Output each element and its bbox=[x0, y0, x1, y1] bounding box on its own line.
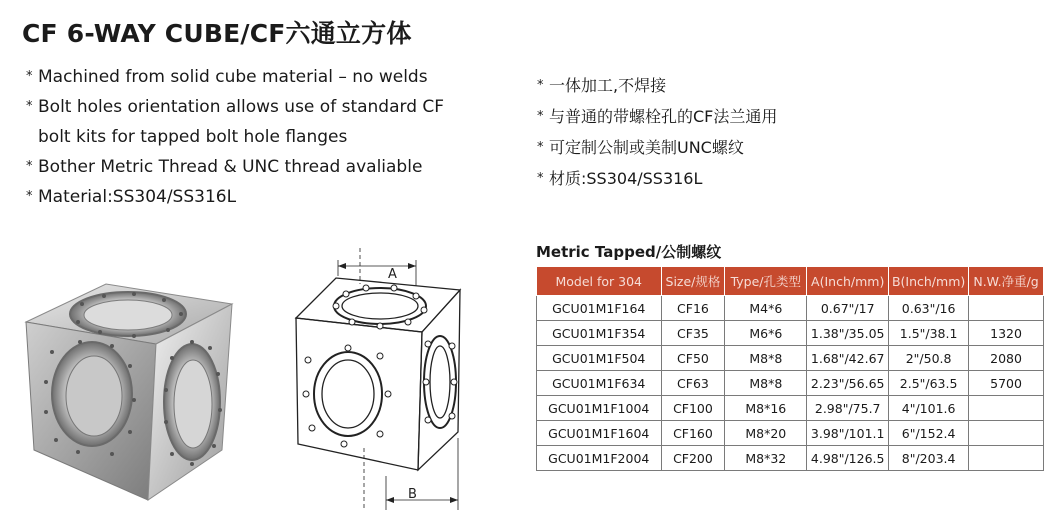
cell-b: 2"/50.8 bbox=[889, 346, 969, 371]
bullet-icon: * bbox=[537, 140, 544, 155]
cell-model: GCU01M1F2004 bbox=[537, 446, 662, 471]
table-row bbox=[537, 421, 1044, 446]
cell-weight bbox=[969, 446, 1044, 471]
bullet-icon: * bbox=[26, 189, 33, 204]
features-english bbox=[26, 62, 476, 212]
cell-model: GCU01M1F634 bbox=[537, 371, 662, 396]
bullet-icon: * bbox=[537, 78, 544, 93]
cell-model: GCU01M1F354 bbox=[537, 321, 662, 346]
header-size: Size/规格 bbox=[661, 267, 725, 296]
cell-size: CF35 bbox=[661, 321, 725, 346]
cell-weight: 5700 bbox=[969, 371, 1044, 396]
table-row bbox=[537, 346, 1044, 371]
cell-type: M4*6 bbox=[725, 296, 807, 321]
cell-model: GCU01M1F1604 bbox=[537, 421, 662, 446]
feature-cn-item bbox=[537, 132, 937, 163]
cell-weight bbox=[969, 421, 1044, 446]
header-a: A(Inch/mm) bbox=[807, 267, 889, 296]
features-chinese bbox=[537, 70, 937, 194]
cube-drawing bbox=[276, 248, 476, 510]
table-header-row bbox=[537, 267, 1044, 296]
bullet-icon: * bbox=[26, 99, 33, 114]
dimension-a-label: A bbox=[388, 267, 397, 282]
header-type: Type/孔类型 bbox=[725, 267, 807, 296]
feature-en-text-continued: bolt kits for tapped bolt hole flanges bbox=[38, 127, 348, 147]
feature-en-item bbox=[26, 182, 476, 212]
cell-b: 1.5"/38.1 bbox=[889, 321, 969, 346]
feature-cn-text: 与普通的带螺栓孔的CF法兰通用 bbox=[549, 107, 778, 126]
cell-type: M8*16 bbox=[725, 396, 807, 421]
cell-type: M8*20 bbox=[725, 421, 807, 446]
bullet-icon: * bbox=[537, 109, 544, 124]
header-b: B(Inch/mm) bbox=[889, 267, 969, 296]
header-weight: N.W.净重/g bbox=[969, 267, 1044, 296]
cell-size: CF63 bbox=[661, 371, 725, 396]
cell-size: CF16 bbox=[661, 296, 725, 321]
cell-a: 4.98"/126.5 bbox=[807, 446, 889, 471]
cell-type: M8*32 bbox=[725, 446, 807, 471]
cell-a: 2.98"/75.7 bbox=[807, 396, 889, 421]
cell-a: 0.67"/17 bbox=[807, 296, 889, 321]
cell-type: M6*6 bbox=[725, 321, 807, 346]
cell-model: GCU01M1F164 bbox=[537, 296, 662, 321]
spec-table bbox=[536, 266, 1044, 471]
cell-model: GCU01M1F1004 bbox=[537, 396, 662, 421]
cell-b: 8"/203.4 bbox=[889, 446, 969, 471]
table-row bbox=[537, 296, 1044, 321]
cell-weight: 2080 bbox=[969, 346, 1044, 371]
cell-a: 2.23"/56.65 bbox=[807, 371, 889, 396]
feature-en-text: Bolt holes orientation allows use of standard CF bbox=[38, 97, 445, 117]
cell-weight: 1320 bbox=[969, 321, 1044, 346]
feature-en-item bbox=[26, 92, 476, 152]
cell-size: CF160 bbox=[661, 421, 725, 446]
cell-type: M8*8 bbox=[725, 371, 807, 396]
cell-b: 0.63"/16 bbox=[889, 296, 969, 321]
cell-b: 4"/101.6 bbox=[889, 396, 969, 421]
table-row bbox=[537, 396, 1044, 421]
bullet-icon: * bbox=[537, 171, 544, 186]
cell-size: CF200 bbox=[661, 446, 725, 471]
cell-type: M8*8 bbox=[725, 346, 807, 371]
cube-photo bbox=[16, 282, 246, 507]
cell-b: 6"/152.4 bbox=[889, 421, 969, 446]
feature-cn-item bbox=[537, 101, 937, 132]
bullet-icon: * bbox=[26, 69, 33, 84]
feature-cn-text: 一体加工,不焊接 bbox=[549, 76, 667, 95]
table-title: Metric Tapped/公制螺纹 bbox=[536, 243, 722, 261]
feature-cn-text: 材质:SS304/SS316L bbox=[549, 169, 703, 188]
table-row bbox=[537, 321, 1044, 346]
cell-a: 1.38"/35.05 bbox=[807, 321, 889, 346]
cell-size: CF50 bbox=[661, 346, 725, 371]
dimension-b-label: B bbox=[408, 487, 417, 502]
feature-cn-text: 可定制公制或美制UNC螺纹 bbox=[549, 138, 744, 157]
cell-weight bbox=[969, 396, 1044, 421]
feature-en-text: Material:SS304/SS316L bbox=[38, 187, 237, 207]
cell-size: CF100 bbox=[661, 396, 725, 421]
table-row bbox=[537, 371, 1044, 396]
feature-cn-item bbox=[537, 70, 937, 101]
page-title: CF 6-WAY CUBE/CF六通立方体 bbox=[22, 19, 412, 48]
feature-cn-item bbox=[537, 163, 937, 194]
header-model: Model for 304 bbox=[537, 267, 662, 296]
cell-a: 1.68"/42.67 bbox=[807, 346, 889, 371]
feature-en-text: Bother Metric Thread & UNC thread avaliable bbox=[38, 157, 423, 177]
bullet-icon: * bbox=[26, 159, 33, 174]
feature-en-item bbox=[26, 62, 476, 92]
table-row bbox=[537, 446, 1044, 471]
cell-b: 2.5"/63.5 bbox=[889, 371, 969, 396]
cell-model: GCU01M1F504 bbox=[537, 346, 662, 371]
cell-weight bbox=[969, 296, 1044, 321]
cell-a: 3.98"/101.1 bbox=[807, 421, 889, 446]
feature-en-text: Machined from solid cube material – no welds bbox=[38, 67, 428, 87]
feature-en-item bbox=[26, 152, 476, 182]
